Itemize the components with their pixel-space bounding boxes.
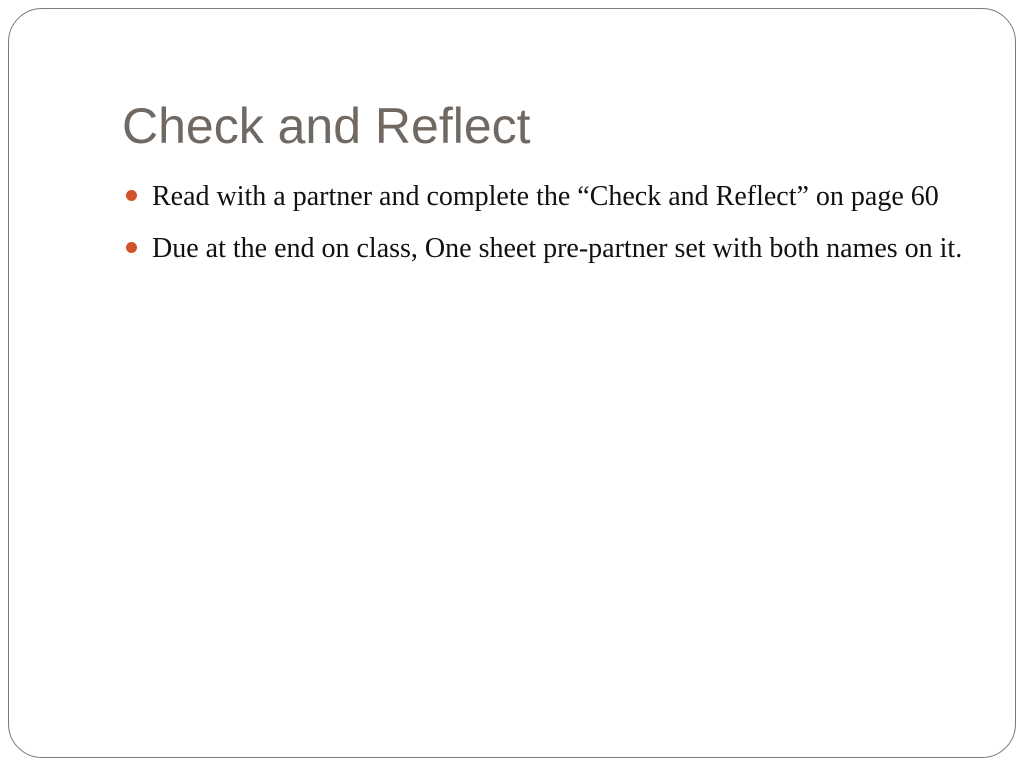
- bullet-dot-icon: [126, 242, 137, 253]
- bullet-text: Read with a partner and complete the “Check and Reflect” on page 60: [152, 181, 939, 212]
- bullet-text: Due at the end on class, One sheet pre-partner set with both names on it.: [152, 233, 963, 264]
- slide-title: Check and Reflect: [122, 98, 531, 154]
- slide-frame: [8, 8, 1016, 758]
- bullet-item-1: [124, 175, 964, 219]
- bullet-item-2: [124, 227, 964, 271]
- bullet-list: [124, 175, 964, 279]
- bullet-dot-icon: [126, 190, 137, 201]
